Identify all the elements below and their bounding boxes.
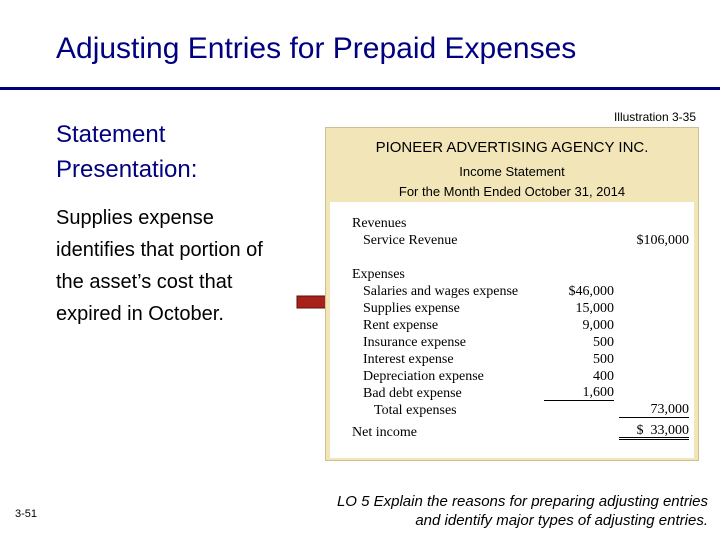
slide-title: Adjusting Entries for Prepaid Expenses xyxy=(56,32,577,65)
statement-row xyxy=(330,215,694,232)
expense-label: Salaries and wages expense xyxy=(363,284,519,299)
explanation-line: identifies that portion of xyxy=(56,239,263,261)
expense-label: Supplies expense xyxy=(363,301,460,316)
statement-row xyxy=(330,385,694,402)
total-expenses-value: 73,000 xyxy=(619,402,689,418)
expense-label: Bad debt expense xyxy=(363,386,462,401)
statement-row xyxy=(330,402,694,419)
explanation-line: Supplies expense xyxy=(56,207,214,229)
statement-row xyxy=(330,266,694,283)
revenues-label: Revenues xyxy=(352,216,407,231)
section-heading-line: Statement xyxy=(56,121,166,148)
expense-value: 500 xyxy=(593,335,614,350)
service-revenue-value: $106,000 xyxy=(636,233,689,248)
statement-name: Income Statement xyxy=(459,164,565,179)
statement-period: For the Month Ended October 31, 2014 xyxy=(398,184,626,199)
statement-row xyxy=(330,300,694,317)
illustration-label: Illustration 3-35 xyxy=(613,110,696,124)
learning-objective xyxy=(337,492,708,530)
statement-row xyxy=(330,351,694,368)
expense-label: Rent expense xyxy=(363,318,439,333)
learning-objective-line: and identify major types of adjusting entries. xyxy=(415,512,708,529)
statement-row xyxy=(330,334,694,351)
page-number: 3-51 xyxy=(15,508,38,520)
section-heading xyxy=(56,117,197,187)
expense-value: 15,000 xyxy=(575,301,614,316)
statement-row xyxy=(330,317,694,334)
explanation-line: the asset’s cost that xyxy=(56,271,233,293)
statement-row xyxy=(330,232,694,249)
net-income-value: $ 33,000 xyxy=(619,424,689,440)
statement-table xyxy=(330,202,694,458)
statement-row xyxy=(330,368,694,385)
explanation-text xyxy=(56,202,263,330)
section-heading-line: Presentation: xyxy=(56,156,198,183)
expense-label: Depreciation expense xyxy=(363,369,484,384)
total-expenses-label: Total expenses xyxy=(374,403,457,418)
expense-value: 9,000 xyxy=(582,318,614,333)
service-revenue-label: Service Revenue xyxy=(363,233,458,248)
title-divider xyxy=(0,87,720,90)
expense-value: 400 xyxy=(593,369,614,384)
net-income-label: Net income xyxy=(352,425,417,440)
expense-value: 500 xyxy=(593,352,614,367)
expenses-label: Expenses xyxy=(352,267,405,282)
company-name: PIONEER ADVERTISING AGENCY INC. xyxy=(375,139,649,156)
statement-row xyxy=(330,424,694,441)
learning-objective-line: LO 5 Explain the reasons for preparing adjusting entries xyxy=(336,493,708,510)
expense-value: 1,600 xyxy=(544,385,614,401)
expense-label: Insurance expense xyxy=(363,335,467,350)
statement-row xyxy=(330,283,694,300)
statement-header xyxy=(325,127,699,204)
expense-label: Interest expense xyxy=(363,352,454,367)
income-statement xyxy=(325,202,699,461)
explanation-line: expired in October. xyxy=(56,303,224,325)
expense-value: $46,000 xyxy=(568,284,614,299)
